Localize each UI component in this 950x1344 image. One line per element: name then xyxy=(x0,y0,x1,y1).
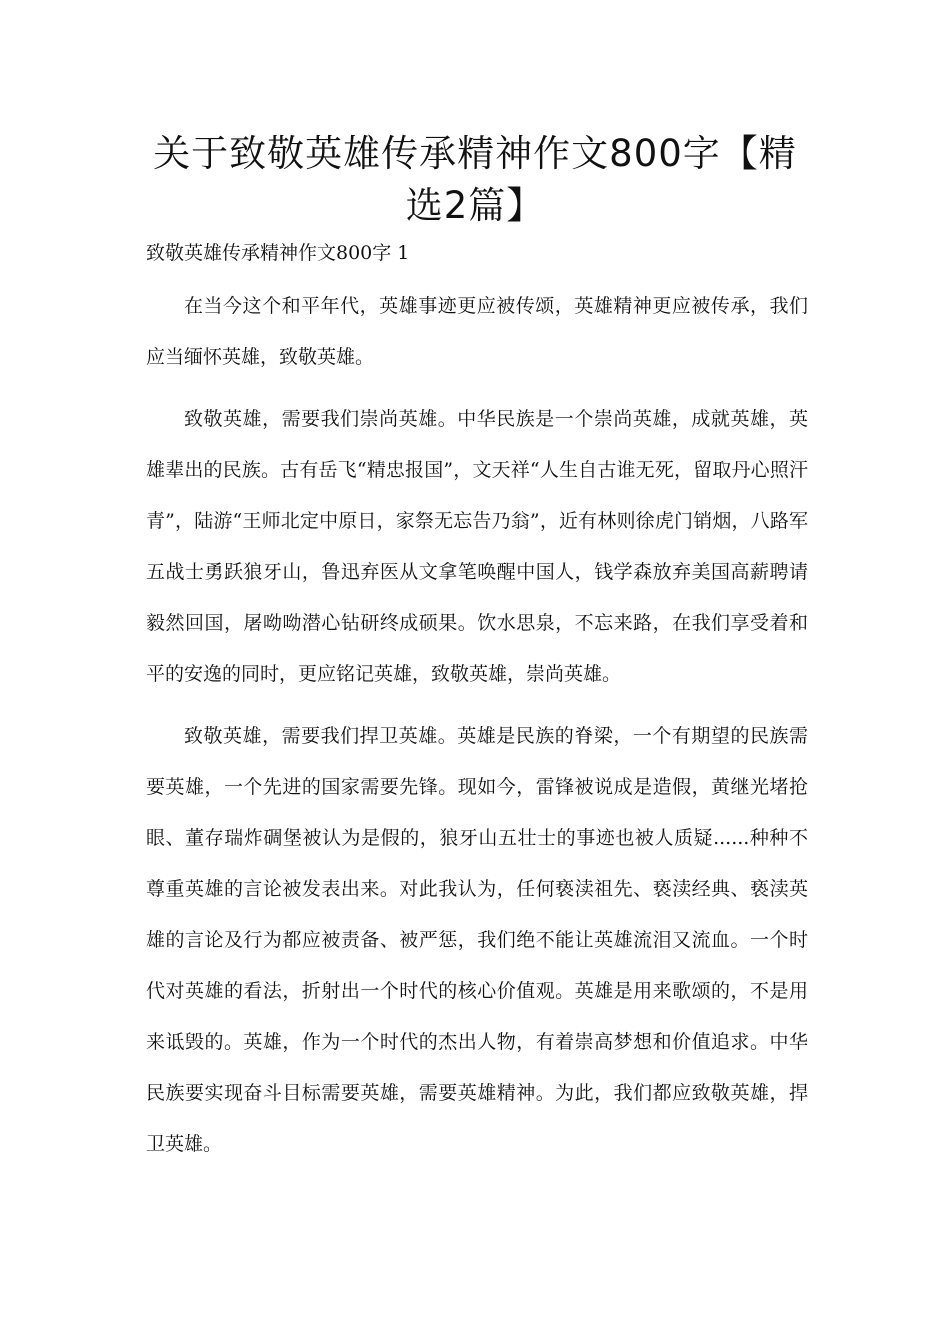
body-paragraph-1: 在当今这个和平年代，英雄事迹更应被传颂，英雄精神更应被传承，我们应当缅怀英雄，致敬英雄。 xyxy=(146,295,808,368)
body-paragraph-3: 致敬英雄，需要我们捍卫英雄。英雄是民族的脊梁，一个有期望的民族需要英雄，一个先进的国家需要先锋。现如今，雷锋被说成是造假，黄继光堵抢眼、董存瑞炸碉堡被认为是假的，狼牙山五壮士的事迹也被人质疑......种种不尊重英雄的言论被发表出来。对此我认为，任何亵渎祖先、亵渎经典、亵渎英雄的言论及行为都应被责备、被严惩，我们绝不能让英雄流泪又流血。一个时代对英雄的看法，折射出一个时代的核心价值观。英雄是用来歌颂的，不是用来诋毁的。英雄，作为一个时代的杰出人物，有着崇高梦想和价值追求。中华民族要实现奋斗目标需要英雄，需要英雄精神。为此，我们都应致敬英雄，捍卫英雄。 xyxy=(146,725,808,1155)
document-title: 关于致敬英雄传承精神作文800字【精选2篇】 xyxy=(153,132,797,227)
section-heading: 致敬英雄传承精神作文800字 1 xyxy=(146,242,410,264)
body-paragraph-2: 致敬英雄，需要我们崇尚英雄。中华民族是一个崇尚英雄，成就英雄，英雄辈出的民族。古有岳飞“精忠报国”，文天祥“人生自古谁无死，留取丹心照汗青”，陆游“王师北定中原日，家祭无忘告乃翁”，近有林则徐虎门销烟，八路军五战士勇跃狼牙山，鲁迅弃医从文拿笔唤醒中国人，钱学森放弃美国高薪聘请毅然回国，屠呦呦潜心钻研终成硕果。饮水思泉，不忘来路，在我们享受着和平的安逸的同时，更应铭记英雄，致敬英雄，崇尚英雄。 xyxy=(146,408,808,685)
document-body xyxy=(146,281,808,1181)
